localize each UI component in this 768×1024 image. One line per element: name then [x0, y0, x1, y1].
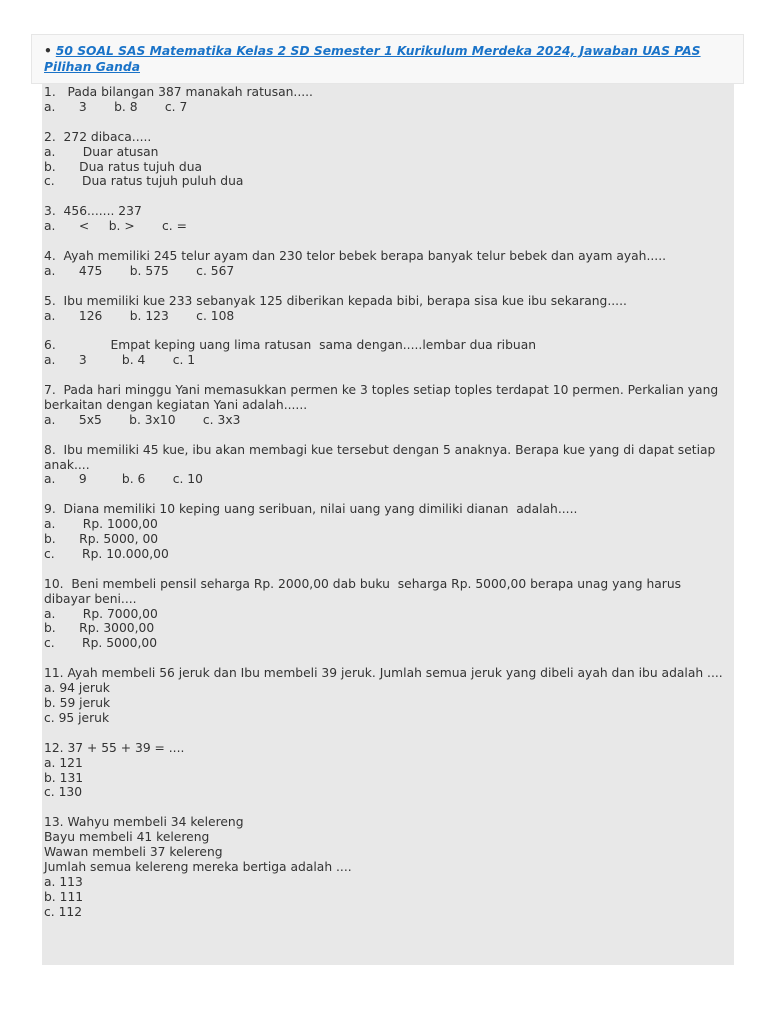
answer-line: b. Rp. 5000, 00	[44, 532, 159, 547]
question-item	[44, 338, 728, 368]
question-item	[44, 577, 728, 652]
question-item	[44, 130, 728, 190]
question-text: 3. 456....... 237	[44, 204, 142, 219]
question-text: 13. Wahyu membeli 34 kelereng	[44, 815, 244, 830]
question-item	[44, 294, 728, 324]
related-article-box	[31, 34, 744, 84]
question-item	[44, 249, 728, 279]
answer-line: a. 3 b. 4 c. 1	[44, 353, 196, 368]
answer-line: c. Rp. 10.000,00	[44, 546, 169, 561]
answer-line: a. 126 b. 123 c. 108	[44, 308, 235, 323]
answer-line: Bayu membeli 41 kelereng	[44, 830, 210, 845]
answer-line: a. 3 b. 8 c. 7	[44, 99, 188, 114]
answer-line: Jumlah semua kelereng mereka bertiga adalah ....	[44, 859, 352, 874]
answer-line: b. 111	[44, 889, 84, 904]
answer-line: a. < b. > c. =	[44, 219, 187, 234]
answer-line: c. Rp. 5000,00	[44, 636, 158, 651]
answer-line: c. 112	[44, 904, 83, 919]
answer-line: b. Rp. 3000,00	[44, 621, 155, 636]
question-text: 1. Pada bilangan 387 manakah ratusan.....	[44, 85, 313, 99]
related-article-link[interactable]: 50 SOAL SAS Matematika Kelas 2 SD Semester 1 Kurikulum Merdeka 2024, Jawaban UAS PAS Pilihan Ganda	[44, 44, 701, 74]
question-item	[44, 204, 728, 234]
question-text: 7. Pada hari minggu Yani memasukkan permen ke 3 toples setiap toples terdapat 10 permen. Perkalian yang berkaitan dengan kegiatan Yani adalah......	[44, 383, 723, 412]
question-text: 10. Beni membeli pensil seharga Rp. 2000,00 dab buku seharga Rp. 5000,00 berapa unag yang harus dibayar beni....	[44, 576, 685, 606]
question-text: 5. Ibu memiliki kue 233 sebanyak 125 diberikan kepada bibi, berapa sisa kue ibu sekarang.....	[44, 293, 627, 308]
answer-line: b. 131	[44, 770, 84, 785]
question-text: 12. 37 + 55 + 39 = ....	[44, 740, 185, 755]
answer-line: a. 113	[44, 874, 83, 889]
question-item	[44, 443, 728, 488]
answer-line: a. 475 b. 575 c. 567	[44, 263, 235, 278]
question-text: 4. Ayah memiliki 245 telur ayam dan 230 telor bebek berapa banyak telur bebek dan ayam ayah.....	[44, 248, 667, 263]
question-text: 11. Ayah membeli 56 jeruk dan Ibu membeli 39 jeruk. Jumlah semua jeruk yang dibeli ayah dan ibu adalah ....	[44, 666, 723, 681]
answer-line: a. 94 jeruk	[44, 681, 110, 696]
answer-line: a. 9 b. 6 c. 10	[44, 472, 203, 487]
question-item	[44, 85, 728, 115]
answer-line: c. 95 jeruk	[44, 710, 110, 725]
question-list	[44, 85, 728, 934]
question-text: 8. Ibu memiliki 45 kue, ibu akan membagi kue tersebut dengan 5 anaknya. Berapa kue yang di dapat setiap anak....	[44, 442, 720, 472]
answer-line: a. Rp. 7000,00	[44, 606, 158, 621]
answer-line: a. 121	[44, 755, 83, 770]
question-item	[44, 666, 728, 726]
question-item	[44, 741, 728, 801]
question-text: 2. 272 dibaca.....	[44, 129, 152, 144]
bullet: •	[44, 44, 52, 58]
answer-line: c. Dua ratus tujuh puluh dua	[44, 174, 244, 189]
question-text: 9. Diana memiliki 10 keping uang seribuan, nilai uang yang dimiliki dianan adalah.....	[44, 502, 578, 517]
question-item	[44, 383, 728, 428]
question-item	[44, 815, 728, 919]
answer-line: a. 5x5 b. 3x10 c. 3x3	[44, 412, 241, 427]
answer-line: b. Dua ratus tujuh dua	[44, 159, 203, 174]
answer-line: a. Rp. 1000,00	[44, 517, 158, 532]
answer-line: b. 59 jeruk	[44, 696, 111, 710]
question-item	[44, 502, 728, 562]
answer-line: Wawan membeli 37 kelereng	[44, 845, 223, 860]
answer-line: a. Duar atusan	[44, 144, 159, 159]
answer-line: c. 130	[44, 785, 83, 800]
question-text: 6. Empat keping uang lima ratusan sama dengan.....lembar dua ribuan	[44, 338, 537, 353]
